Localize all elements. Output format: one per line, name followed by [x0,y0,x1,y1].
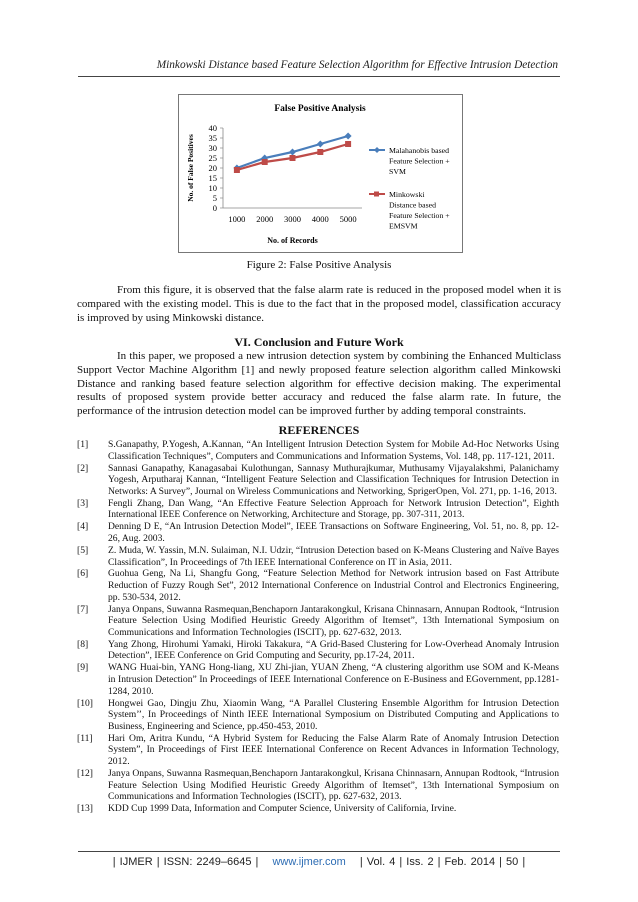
x-axis-label: No. of Records [267,236,318,245]
header-rule [78,76,560,77]
data-point [317,141,324,148]
x-tick-label: 1000 [228,214,246,224]
reference-number: [13] [77,803,93,815]
legend-label: Feature Selection + [389,211,450,220]
legend-label: Minkowski [389,190,425,199]
reference-text: KDD Cup 1999 Data, Information and Computer Science, University of California, Irvine. [108,803,457,815]
reference-text: Guohua Geng, Na Li, Shangfu Gong, “Feature Selection Method for Network intrusion based on Fast Attribute Reduction of Fuzzy Rough Set”, 2012 International Conference on Industrial Control and Electronics Engineering, pp. 530-534, 2012. [108,568,559,603]
y-tick-label: 25 [208,153,217,163]
reference-item [77,768,559,803]
x-tick-label: 4000 [311,214,329,224]
page-footer [0,856,638,868]
data-point [345,133,352,140]
legend-marker [374,192,379,197]
reference-number: [7] [77,603,89,615]
y-tick-label: 10 [208,183,217,193]
reference-item [77,698,559,733]
reference-text: Z. Muda, W. Yassin, M.N. Sulaiman, N.I. Udzir, “Intrusion Detection based on K-Means Clustering and Naïve Bayes Classification”, In Proceedings of 7th IEEE International Conference on IT in Asia, 2011. [108,544,559,568]
reference-item [77,568,559,603]
x-tick-label: 3000 [284,214,301,224]
reference-number: [10] [77,697,93,709]
legend-label: Malahanobis based [389,146,449,155]
data-point [262,159,268,165]
data-point [317,149,323,155]
reference-item [77,463,559,498]
legend-label: EMSVM [389,221,418,231]
x-tick-label: 2000 [256,214,274,224]
reference-text: Fengli Zhang, Dan Wang, “An Effective Feature Selection Approach for Network Intrusion Detection”, Eighth International IEEE Conference on Networking, Architecture and Storage, pp. 307-311, 2013. [108,497,559,521]
running-header: Minkowski Distance based Feature Selection Algorithm for Effective Intrusion Detection [156,59,558,71]
section-heading-conclusion: VI. Conclusion and Future Work [234,335,404,349]
references-list [77,439,559,815]
legend-label: SVM [389,167,406,176]
paragraph-observation: From this figure, it is observed that the false alarm rate is reduced in the proposed model when it is compared with the existing model. This is due to the fact that in the proposed model, classification accuracy is improved by using Minkowski distance. [77,284,561,324]
reference-number: [6] [77,568,89,580]
reference-item [77,662,559,697]
references-heading: REFERENCES [278,423,360,437]
reference-text: Hongwei Gao, Dingju Zhu, Xiaomin Wang, “A Parallel Clustering Ensemble Algorithm for Intrusion Detection System’’, In Proceedings of Ninth IEEE International Symposium on Distributed Computing and Applications to Business, Engineering and Science, pp.450-453, 2010. [108,697,559,732]
reference-text: Sannasi Ganapathy, Kanagasabai Kulothungan, Sannasy Muthurajkumar, Muthusamy Vijayalakshmi, Palanichamy Yogesh, Arputharaj Kannan, “Intelligent Feature Selection and Classification Techniques for Intrusion Detection in Networks: A Survey”, Journal on Wireless Communications and Networking, SprigerOpen, Vol. 271, pp. 1-16, 2013. [108,462,559,497]
y-tick-label: 40 [208,123,217,133]
reference-number: [1] [77,439,89,450]
reference-item [77,545,559,568]
data-point [289,149,296,156]
y-tick-label: 15 [208,173,217,183]
reference-number: [12] [77,767,93,779]
y-axis-label: No. of False Positives [186,134,195,202]
figure-chart [178,94,463,253]
reference-number: [5] [77,544,89,556]
false-positive-chart [179,95,462,252]
reference-text: Hari Om, Aritra Kundu, “A Hybrid System for Reducing the False Alarm Rate of Anomaly Intrusion Detection System”, In Proceedings of First IEEE International Conference on Recent Advances in Information Technology, 2012. [108,732,559,767]
reference-number: [8] [77,638,89,650]
reference-item [77,498,559,521]
y-tick-label: 5 [212,193,217,203]
figure-caption: Figure 2: False Positive Analysis [246,259,392,271]
reference-item [77,604,559,639]
reference-text: Janya Onpans, Suwanna Rasmequan,Benchaporn Jantarakongkul, Krisana Chinnasarn, Annupan Rodtook, “Intrusion Feature Selection Using Modified Heuristic Greedy Algorithm of Itemset”, 13th International Symposium on Communications and Information Technologies (ISCIT), pp. 627-632, 2013. [108,603,559,638]
footer-url-link[interactable]: www.ijmer.com [272,856,346,868]
reference-number: [2] [77,462,89,474]
reference-number: [11] [77,732,93,744]
reference-item [77,521,559,544]
reference-text: Denning D E, “An Intrusion Detection Model”, IEEE Transactions on Software Engineering, Vol. 51, no. 8, pp. 12-26, Aug. 2003. [108,521,559,544]
reference-number: [4] [77,521,89,533]
footer-issue: | Vol. 4 | Iss. 2 | Feb. 2014 | 50 | [359,856,526,868]
reference-item [77,639,559,662]
reference-text: Janya Onpans, Suwanna Rasmequan,Benchaporn Jantarakongkul, Krisana Chinnasarn, Annupan Rodtook, “Intrusion Feature Selection Using Modified Heuristic Greedy Algorithm of Itemset”, 13th International Symposium on Communications and Information Technologies (ISCIT), pp. 627-632, 2013. [108,767,559,803]
reference-item [77,803,559,815]
legend-label: Feature Selection + [389,156,450,166]
legend-label: Distance based [389,200,436,210]
legend-marker [374,147,380,153]
data-point [345,141,351,147]
y-tick-label: 20 [208,163,217,173]
reference-number: [3] [77,497,89,509]
footer-rule [78,851,560,852]
y-tick-label: 30 [208,143,217,153]
reference-item [77,439,559,462]
chart-title: False Positive Analysis [274,104,366,114]
footer-journal: | IJMER | ISSN: 2249–6645 | [112,856,259,868]
x-tick-label: 5000 [339,214,357,224]
reference-text: S.Ganapathy, P.Yogesh, A.Kannan, “An Intelligent Intrusion Detection System for Mobile Ad-Hoc Networks Using Classification Techniques”, Computers and Communications and Information Systems, Vol. 148, pp. 117-121, 2011. [108,439,559,462]
reference-item [77,733,559,768]
reference-number: [9] [77,662,89,674]
reference-text: WANG Huai-bin, YANG Hong-liang, XU Zhi-jian, YUAN Zheng, “A clustering algorithm use SOM and K-Means in Intrusion Detection” In Proceedings of IEEE International Conference on E-Business and EGovernment, pp.1281-1284, 2010. [108,662,559,697]
data-point [290,155,296,161]
data-point [234,167,240,173]
reference-text: Yang Zhong, Hirohumi Yamaki, Hiroki Takakura, “A Grid-Based Clustering for Low-Overhead Anomaly Intrusion Detection”, IEEE Conference on Grid Computing and Security, pp.17-24, 2011. [108,638,559,662]
y-tick-label: 0 [212,203,217,213]
y-tick-label: 35 [208,133,217,143]
paragraph-conclusion: In this paper, we proposed a new intrusion detection system by combining the Enhanced Multiclass Support Vector Machine Algorithm [1] and newly proposed feature selection algorithm called Minkowski Distance and ranking based feature selection algorithm for effective decision making. The experimental results of proposed system provide better accuracy and reduced the false alarm rate. In future, the performance of the intrusion detection model can be improved further by adding temporal constraints. [77,350,561,418]
